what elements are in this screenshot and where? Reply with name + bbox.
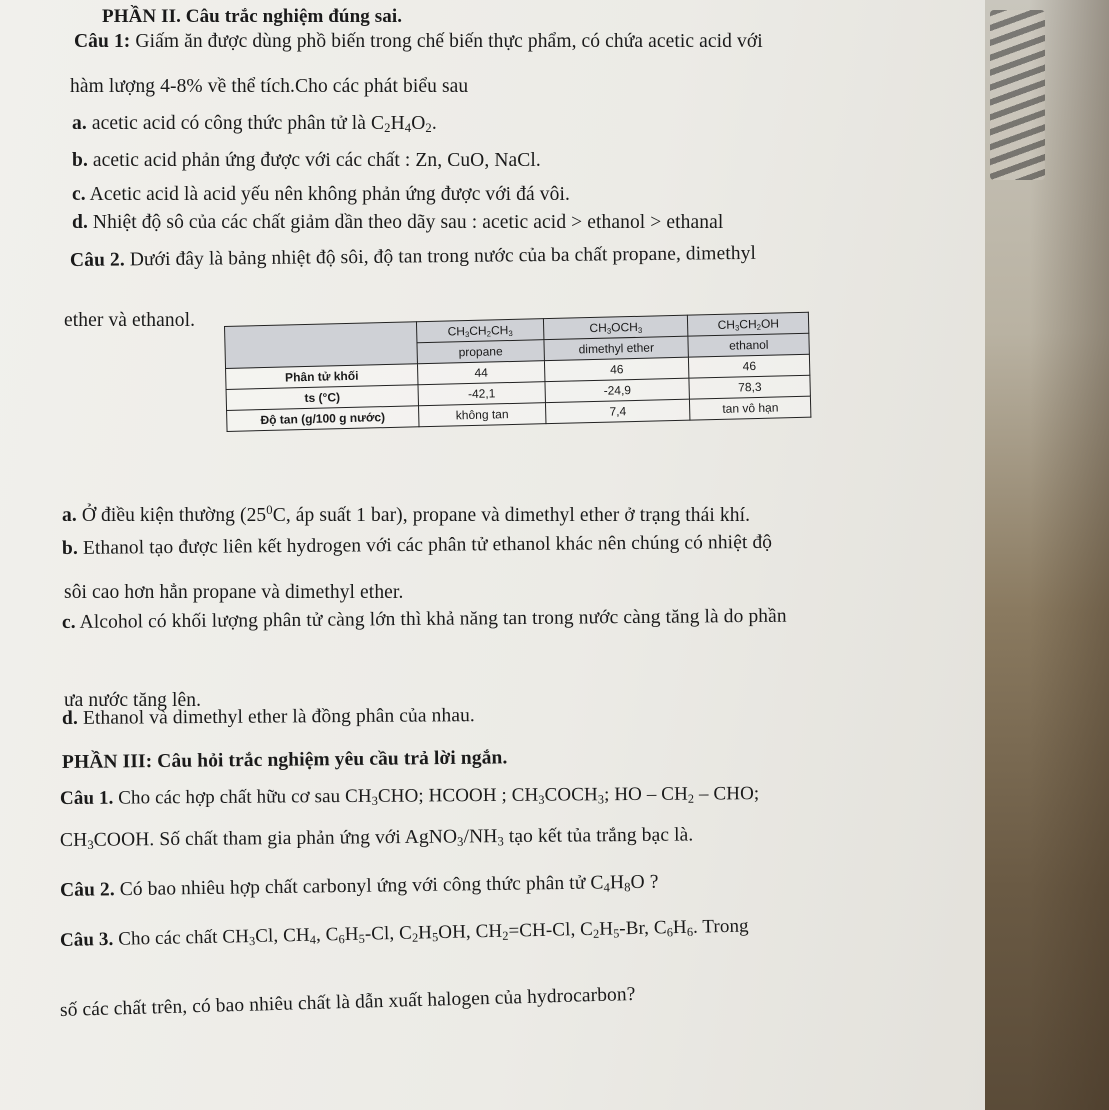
q2-intro-line1: Câu 2. Dưới đây là bảng nhiệt độ sôi, độ tan trong nước của ba chất propane, dimethyl [69,242,757,271]
cell-value: 46 [544,357,689,382]
q1-intro-line1: Câu 1: Giấm ăn được dùng phồ biến trong chế biến thực phẩm, có chứa acetic acid với [74,31,763,52]
formula-dimethyl-ether: $CH_3OCH_3$ [543,315,688,340]
formula-ethanol: $CH_3CH_2OH$ [688,312,809,336]
part3-heading: PHẦN III: Câu hỏi trắc nghiệm yêu cầu trả lời ngắn. [61,747,508,773]
formula-propane: $CH_3CH_2CH_3$ [416,319,543,343]
cell-value: 7,4 [545,399,690,424]
q1-option-d: d. Nhiệt độ sô của các chất giảm dần theo dãy sau : acetic acid > ethanol > ethanal [72,212,724,233]
cell-value: 78,3 [689,375,810,399]
p3-q1-line2: $CH_3COOH$. Số chất tham gia phản ứng với $AgNO_3/NH_3$ tạo kết tủa trắng bạc là. [59,824,694,852]
q1-option-b: b. acetic acid phản ứng được với các chất : Zn, CuO, NaCl. [72,150,541,171]
part2-heading: PHẦN II. Câu trắc nghiệm đúng sai. [102,6,403,27]
q1-option-a: a. acetic acid có công thức phân tử là $C_2H_4O_2$. [72,113,437,136]
q1-intro-line2: hàm lượng 4-8% về thể tích.Cho các phát biểu sau [70,76,469,97]
name-dimethyl-ether: dimethyl ether [544,336,689,361]
row-label-boiling-point: ts (°C) [226,385,418,411]
q2-option-b-line2: sôi cao hơn hẳn propane và dimethyl ether. [64,582,404,603]
q2-option-b-line1: b. Ethanol tạo được liên kết hydrogen với các phân tử ethanol khác nên chúng có nhiệt độ [61,531,773,559]
property-table [224,312,811,432]
q2-option-d: d. Ethanol và dimethyl ether là đồng phân của nhau. [61,705,475,729]
p3-q3-line1: Câu 3. Cho các chất $CH_3Cl$, $CH_4$, $C_6H_5-Cl$, $C_2H_5OH$, $CH_2=CH-Cl$, $C_2H_5-Br$, $C_6H_6$. Trong [59,915,749,951]
q2-option-c-line1: c. Alcohol có khối lượng phân tử càng lớn thì khả năng tan trong nước càng tăng là do phần [61,605,787,633]
cell-value: tan vô hạn [690,396,811,420]
name-propane: propane [417,340,544,364]
page-edge-shadow [1030,0,1109,1110]
q2-option-a: a. Ở điều kiện thường ($25^0C$, áp suất 1 bar), propane và dimethyl ether ở trạng thái khí. [62,503,751,526]
table-corner [225,322,418,369]
cell-value: không tan [419,403,546,427]
p3-q1-line1: Câu 1. Cho các hợp chất hữu cơ sau $CH_3CHO$; HCOOH ; $CH_3COCH_3$; HO – $CH_2$ – CHO; [59,783,760,809]
q1-option-c: c. Acetic acid là acid yếu nên không phản ứng được với đá vôi. [72,184,570,205]
cell-value: -24,9 [545,378,690,403]
q2-option-c-line2: ưa nước tăng lên. [64,690,202,711]
q2-intro-line2: ether và ethanol. [64,310,196,331]
row-label-solubility: Độ tan (g/100 g nước) [227,406,419,432]
cell-value: 44 [417,361,544,385]
row-label-molar-mass: Phân tử khối [226,364,418,390]
name-ethanol: ethanol [688,333,809,357]
cell-value: -42,1 [418,382,545,406]
p3-q3-line2: số các chất trên, có bao nhiêu chất là dẫn xuất halogen của hydrocarbon? [59,983,636,1021]
p3-q2: Câu 2. Có bao nhiêu hợp chất carbonyl ứng với công thức phân tử $C_4H_8O$ ? [59,871,659,901]
cell-value: 46 [689,354,810,378]
